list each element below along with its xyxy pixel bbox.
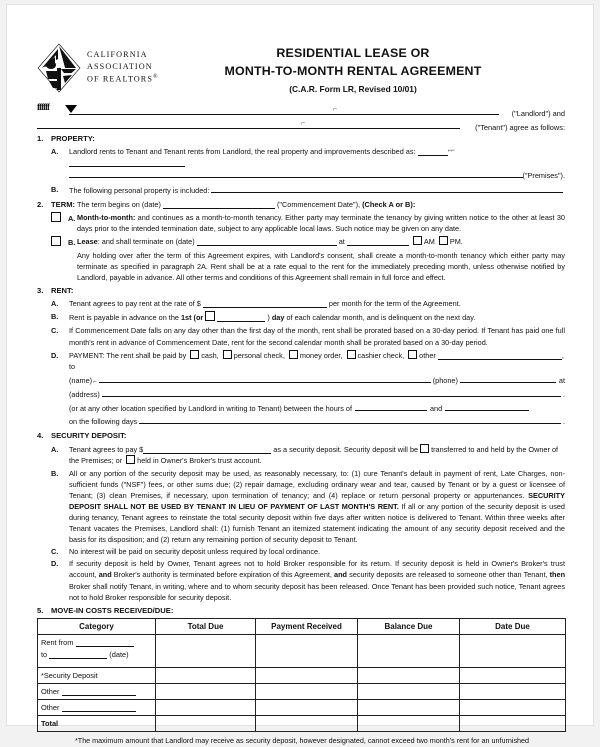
item-2a-bold: Month-to-month: (77, 213, 136, 223)
row-other-1-category (38, 684, 156, 700)
section-1-number: 1. (37, 133, 44, 143)
page-title-line2: MONTH-TO-MONTH RENTAL AGREEMENT (224, 63, 482, 78)
payee-phone-label: (phone) (432, 375, 458, 385)
section-4-number: 4. (37, 431, 44, 441)
item-3a (37, 298, 565, 309)
payment-hours-text: (or at any other location specified by Landlord in writing to Tenant) between the hours of (69, 403, 352, 413)
cell-other2-date-due[interactable] (460, 700, 566, 716)
item-4a-text-1: Tenant agrees to pay $ (69, 444, 144, 454)
car-logo-text (87, 43, 158, 85)
commencement-date-input[interactable] (163, 199, 275, 209)
lease-end-date-input[interactable] (197, 236, 337, 246)
item-3d-body (69, 350, 565, 428)
item-2a (37, 212, 565, 234)
item-2a-body (77, 212, 565, 234)
row-total-category: Total (38, 716, 156, 732)
rent-to-input[interactable] (49, 650, 107, 659)
item-4a-body (69, 444, 565, 466)
payee-name-label: (name) (69, 375, 93, 385)
checkbox-am[interactable] (413, 236, 422, 245)
premises-label: ("Premises"). (522, 170, 565, 180)
item-3b-bold-1st: 1st (180, 313, 192, 323)
label-cash: cash, (201, 350, 219, 360)
cell-total-payment-received[interactable] (256, 716, 358, 732)
item-2b-letter: B. (68, 238, 76, 248)
section-4-title: SECURITY DEPOSIT: (51, 431, 127, 441)
item-1a-letter: A. (51, 146, 59, 156)
checkbox-lease[interactable] (51, 236, 61, 246)
item-1b-body (69, 184, 565, 196)
realtor-diamond-icon (37, 43, 81, 93)
lease-time-input[interactable] (347, 236, 409, 246)
item-4d-body (69, 558, 565, 602)
table-row (38, 668, 566, 684)
checkbox-month-to-month[interactable] (51, 212, 61, 222)
days-period: . (562, 417, 565, 426)
section-5-heading (37, 605, 565, 617)
label-money-order: money order, (299, 350, 343, 360)
item-2b-paragraph (37, 250, 565, 283)
col-header-balance-due: Balance Due (358, 619, 460, 635)
document-header (37, 37, 565, 94)
checkbox-other-day[interactable] (205, 311, 215, 321)
section-rent (37, 285, 565, 427)
address-period: . (562, 389, 565, 399)
item-3b-text-1: Rent is payable in advance on the (69, 313, 179, 323)
section-2-number: 2. (37, 199, 44, 209)
payee-name-caret: ⌐ (93, 378, 97, 385)
check-a-or-b-label: (Check A or B): (362, 199, 416, 209)
cell-other1-payment-received[interactable] (256, 684, 358, 700)
payment-name-row (69, 373, 565, 387)
item-2b-bold: Lease (77, 237, 98, 247)
cell-total-balance-due[interactable] (358, 716, 460, 732)
cell-rent-total-due[interactable] (156, 635, 256, 668)
cell-total-total-due[interactable] (156, 716, 256, 732)
item-1a (37, 146, 565, 168)
checkbox-broker-trust-account[interactable] (126, 455, 135, 464)
item-4d-bold-2: and (334, 570, 348, 580)
label-cashier-check: cashier check, (357, 350, 405, 360)
rent-date-label: (date) (109, 650, 129, 660)
tenant-input[interactable] (37, 118, 460, 129)
section-5-number: 5. (37, 605, 44, 615)
table-row (38, 684, 566, 700)
item-4c (37, 546, 565, 557)
checkbox-personal-check[interactable] (223, 350, 232, 359)
item-3b-letter: B. (51, 312, 59, 322)
page-title-line1: RESIDENTIAL LEASE OR (276, 46, 430, 60)
premises-caret-2: ⌐ (451, 147, 455, 154)
item-4d-bold-3: then (549, 570, 566, 580)
item-3c (37, 325, 565, 347)
item-2a-letter: A. (68, 214, 76, 224)
item-3b-body (69, 311, 565, 323)
section-term-heading (37, 199, 565, 211)
cell-other2-balance-due[interactable] (358, 700, 460, 716)
rent-from-label: Rent from (41, 638, 74, 648)
payment-days-input[interactable] (139, 415, 561, 424)
payee-address-label: (address) (69, 389, 100, 399)
am-label: AM (423, 237, 435, 247)
pm-label: PM. (449, 237, 463, 247)
item-2b-paragraph-text: Any holding over after the term of this Agreement expires, with Landlord's consent, shall create a month-to-month tenancy which either party may terminate as specified in paragraph 2A. Rent shall be at a rate equal to the rent for the immediately preceding month, unless otherwise notified by Landlord, payable in advance. All other terms and conditions of this Agreement shall remain in full force and effect. (77, 250, 565, 282)
table-row (38, 716, 566, 732)
item-2a-text: and continues as a month-to-month tenancy. Either party may terminate the tenancy by giving written notice to the other at least 30 days prior to the intended termination date, subject to any applicable local laws. Such notice may be given on any date. (77, 213, 565, 234)
payment-days-label: on the following days (69, 417, 138, 426)
item-4c-letter: C. (51, 547, 59, 557)
section-move-in-costs (37, 605, 565, 747)
tenant-label: ("Tenant") agree as follows: (475, 122, 565, 132)
row-rent-from-category (38, 635, 156, 668)
item-4d-text-1: If security deposit is held by Owner, Tenant agrees not to hold Broker responsible for its return. If security deposit is held in Owner's Broker's trust account, (69, 559, 565, 580)
cell-sd-balance-due[interactable] (358, 668, 460, 684)
other-2-label: Other (41, 703, 60, 713)
payee-phone-input[interactable] (460, 373, 556, 383)
logo-line-3: OF REALTORS® (87, 73, 158, 84)
cell-other1-balance-due[interactable] (358, 684, 460, 700)
item-4b-bold: SECURITY DEPOSIT SHALL NOT BE USED BY TENANT IN LIEU OF PAYMENT OF LAST MONTH'S RENT. (69, 490, 565, 511)
item-1b-text: The following personal property is included: (69, 185, 210, 195)
hours-to-input[interactable] (445, 401, 529, 411)
payment-to-label: , to (69, 350, 564, 371)
item-4b-body (69, 468, 565, 546)
item-1a-text: Landlord rents to Tenant and Tenant rents from Landlord, the real property and improvements described as: (69, 146, 416, 156)
cell-sd-total-due[interactable] (156, 668, 256, 684)
item-3c-letter: C. (51, 326, 59, 336)
item-4a (37, 444, 565, 466)
item-4d-text-2: Broker's authority is terminated before expiration of this Agreement, (113, 570, 332, 580)
landlord-line-row (37, 102, 565, 118)
table-row (38, 635, 566, 668)
section-security-heading (37, 430, 565, 442)
cell-total-date-due[interactable] (460, 716, 566, 732)
payment-lead: PAYMENT: The rent shall be paid by (69, 350, 187, 360)
cell-sd-date-due[interactable] (460, 668, 566, 684)
col-header-total-due: Total Due (156, 619, 256, 635)
item-4a-text-3: transferred to and held by the Owner of the Premises; or (69, 444, 559, 465)
document-titles (177, 37, 529, 94)
item-3b-close: ) (267, 313, 270, 323)
section-2-title: TERM: (51, 199, 76, 209)
landlord-input[interactable] (69, 104, 499, 115)
payee-address-input[interactable] (102, 388, 561, 397)
premises-input-3[interactable] (69, 168, 523, 178)
item-3c-text: If Commencement Date falls on any day other than the first day of the month, rent shall be prorated based on a 30-day period. If Tenant has paid one full month's rent in advance of Commencement Date, rent for the second calendar month shall be prorated based on a 30-day period. (69, 326, 565, 347)
cell-rent-date-due[interactable] (460, 635, 566, 668)
item-3a-text-1: Tenant agrees to pay rent at the rate of $ (69, 299, 201, 309)
landlord-caret: ⌐ (333, 105, 338, 113)
rent-amount-input[interactable] (203, 298, 327, 308)
item-3b-or: (or (193, 313, 204, 323)
payment-days-row (69, 415, 565, 427)
col-header-payment-received: Payment Received (256, 619, 358, 635)
rent-from-line (41, 637, 155, 648)
item-1a-body (69, 146, 565, 168)
other-payment-input[interactable] (438, 350, 562, 360)
commencement-label: ("Commencement Date"), (276, 199, 361, 209)
item-3b (37, 311, 565, 323)
item-4d-bold-1: and (98, 570, 112, 580)
hours-and-label: and (430, 403, 443, 413)
cell-other2-total-due[interactable] (156, 700, 256, 716)
premises-input-2[interactable] (69, 157, 185, 167)
item-4d-letter: D. (51, 559, 59, 569)
row-security-deposit-category: *Security Deposit (38, 668, 156, 684)
payee-at-label: at (558, 375, 565, 385)
other-1-input[interactable] (62, 687, 136, 696)
checkbox-cash[interactable] (190, 350, 199, 359)
payee-name-input[interactable] (99, 374, 431, 383)
rent-to-label: to (41, 650, 48, 660)
rent-from-input[interactable] (76, 638, 134, 647)
item-3a-letter: A. (51, 299, 59, 309)
form-reference: (C.A.R. Form LR, Revised 10/01) (289, 83, 417, 94)
section-5-title: MOVE-IN COSTS RECEIVED/DUE: (51, 605, 174, 615)
cell-rent-payment-received[interactable] (256, 635, 358, 668)
item-3a-text-2: per month for the term of the Agreement. (328, 299, 461, 309)
label-personal-check: personal check, (233, 350, 285, 360)
other-1-label: Other (41, 687, 60, 697)
checkbox-other-payment[interactable] (408, 350, 417, 359)
col-header-category: Category (38, 619, 156, 635)
rent-to-line (41, 649, 155, 660)
item-4a-text-2: as a security deposit. Security deposit will be (273, 444, 419, 454)
section-2-lead: The term begins on (date) (76, 199, 161, 209)
col-header-date-due: Date Due (460, 619, 566, 635)
item-4d (37, 558, 565, 602)
payment-methods-row (69, 350, 565, 372)
item-3d-letter: D. (51, 350, 59, 360)
item-4a-letter: A. (51, 444, 59, 454)
item-4b (37, 468, 565, 546)
checkbox-held-by-owner[interactable] (420, 444, 429, 453)
move-in-costs-table (37, 618, 566, 732)
lease-at-label: at (338, 237, 345, 247)
document-body (37, 37, 565, 747)
tenant-caret: ⌐ (301, 119, 306, 127)
other-day-input[interactable] (217, 312, 265, 322)
landlord-label: ("Landlord") and (511, 108, 565, 118)
table-header-row (38, 619, 566, 635)
item-3b-text-2: of each calendar month, and is delinquent on the next day. (286, 313, 476, 323)
item-1b-letter: B. (51, 184, 59, 194)
checkbox-cashier-check[interactable] (347, 350, 356, 359)
section-3-title: RENT: (51, 285, 74, 295)
row-other-2-category (38, 700, 156, 716)
premises-caret-1: ⌐ (447, 147, 452, 154)
section-1-title: PROPERTY: (51, 133, 95, 143)
section-property-heading (37, 133, 565, 145)
section-3-number: 3. (37, 285, 44, 295)
item-4b-text-2: If all or any portion of the security deposit is used during tenancy, Tenant agrees to reinstate the total security deposit within five days after written notice is delivered to Tenant. Within three weeks after Tenant vacates the Premises, Landlord shall: (1) furnish Tenant an itemized statement indicating the amount of any security deposit received and the basis for its disposition; and (2) return any remaining portion of security deposit to Tenant. (69, 502, 565, 545)
security-deposit-amount-input[interactable] (143, 444, 271, 454)
cell-rent-balance-due[interactable] (358, 635, 460, 668)
section-security-deposit (37, 430, 565, 603)
table-row (38, 700, 566, 716)
premises-second-line (37, 168, 565, 181)
checkbox-pm[interactable] (439, 236, 448, 245)
cell-other2-payment-received[interactable] (256, 700, 358, 716)
item-4b-text-1: All or any portion of the security deposit may be used, as reasonably necessary, to: (1) cure Tenant's default in payment of rent, Late Charges, non-sufficient funds ("NSF") fees, or other sums due; (2) repair damage, excluding ordinary wear and tear, caused by Tenant or by a guest or licensee of Tenant; (3) clean Premises, if necessary, upon termination of tenancy; and (4) replace or return personal property or appurtenances. (69, 468, 565, 500)
payment-hours-row (69, 401, 565, 414)
item-3d (37, 350, 565, 428)
logo-line-2: ASSOCIATION (87, 61, 153, 71)
registered-mark: ® (153, 73, 158, 80)
stray-text: ffffff (37, 101, 49, 112)
item-3a-body (69, 298, 565, 309)
item-2b (37, 236, 565, 248)
item-4b-letter: B. (51, 468, 59, 478)
cell-sd-payment-received[interactable] (256, 668, 358, 684)
item-2b-body (77, 236, 565, 247)
checkbox-money-order[interactable] (289, 350, 298, 359)
security-deposit-footnote: *The maximum amount that Landlord may receive as security deposit, however designated, cannot exceed two month's rent for an unfurnished (75, 736, 530, 746)
section-rent-heading (37, 285, 565, 297)
car-logo (37, 37, 177, 93)
item-4d-text-4: Broker shall notify Tenant, in writing, where and to whom security deposit has been released. Once Tenant has been provided such notice, Tenant agrees not to hold Broker responsible for security deposit. (69, 581, 565, 602)
personal-property-input[interactable] (211, 184, 563, 193)
item-4a-text-4: held in Owner's Broker's trust account. (137, 455, 262, 465)
hours-from-input[interactable] (355, 401, 427, 411)
item-4c-text: No interest will be paid on security deposit unless required by local ordinance. (69, 547, 321, 557)
item-2b-check-cell (51, 236, 77, 248)
logo-line-1: CALIFORNIA (87, 50, 148, 59)
item-3b-bold-day: day (271, 313, 285, 323)
section-property (37, 133, 565, 196)
payment-address-row (69, 388, 565, 400)
section-term (37, 199, 565, 283)
label-other-payment: other (419, 350, 436, 360)
item-2a-check-cell (51, 212, 77, 224)
item-2b-text: : and shall terminate on (date) (97, 237, 195, 247)
document-page (6, 4, 594, 746)
cell-other1-total-due[interactable] (156, 684, 256, 700)
tenant-line-row (37, 118, 565, 132)
item-4d-text-3: security deposits are released to someone other than Tenant, (349, 570, 548, 580)
item-1b (37, 184, 565, 196)
premises-input-1[interactable] (418, 146, 448, 156)
other-2-input[interactable] (62, 703, 136, 712)
section-2-title-row (51, 199, 415, 211)
cell-other1-date-due[interactable] (460, 684, 566, 700)
